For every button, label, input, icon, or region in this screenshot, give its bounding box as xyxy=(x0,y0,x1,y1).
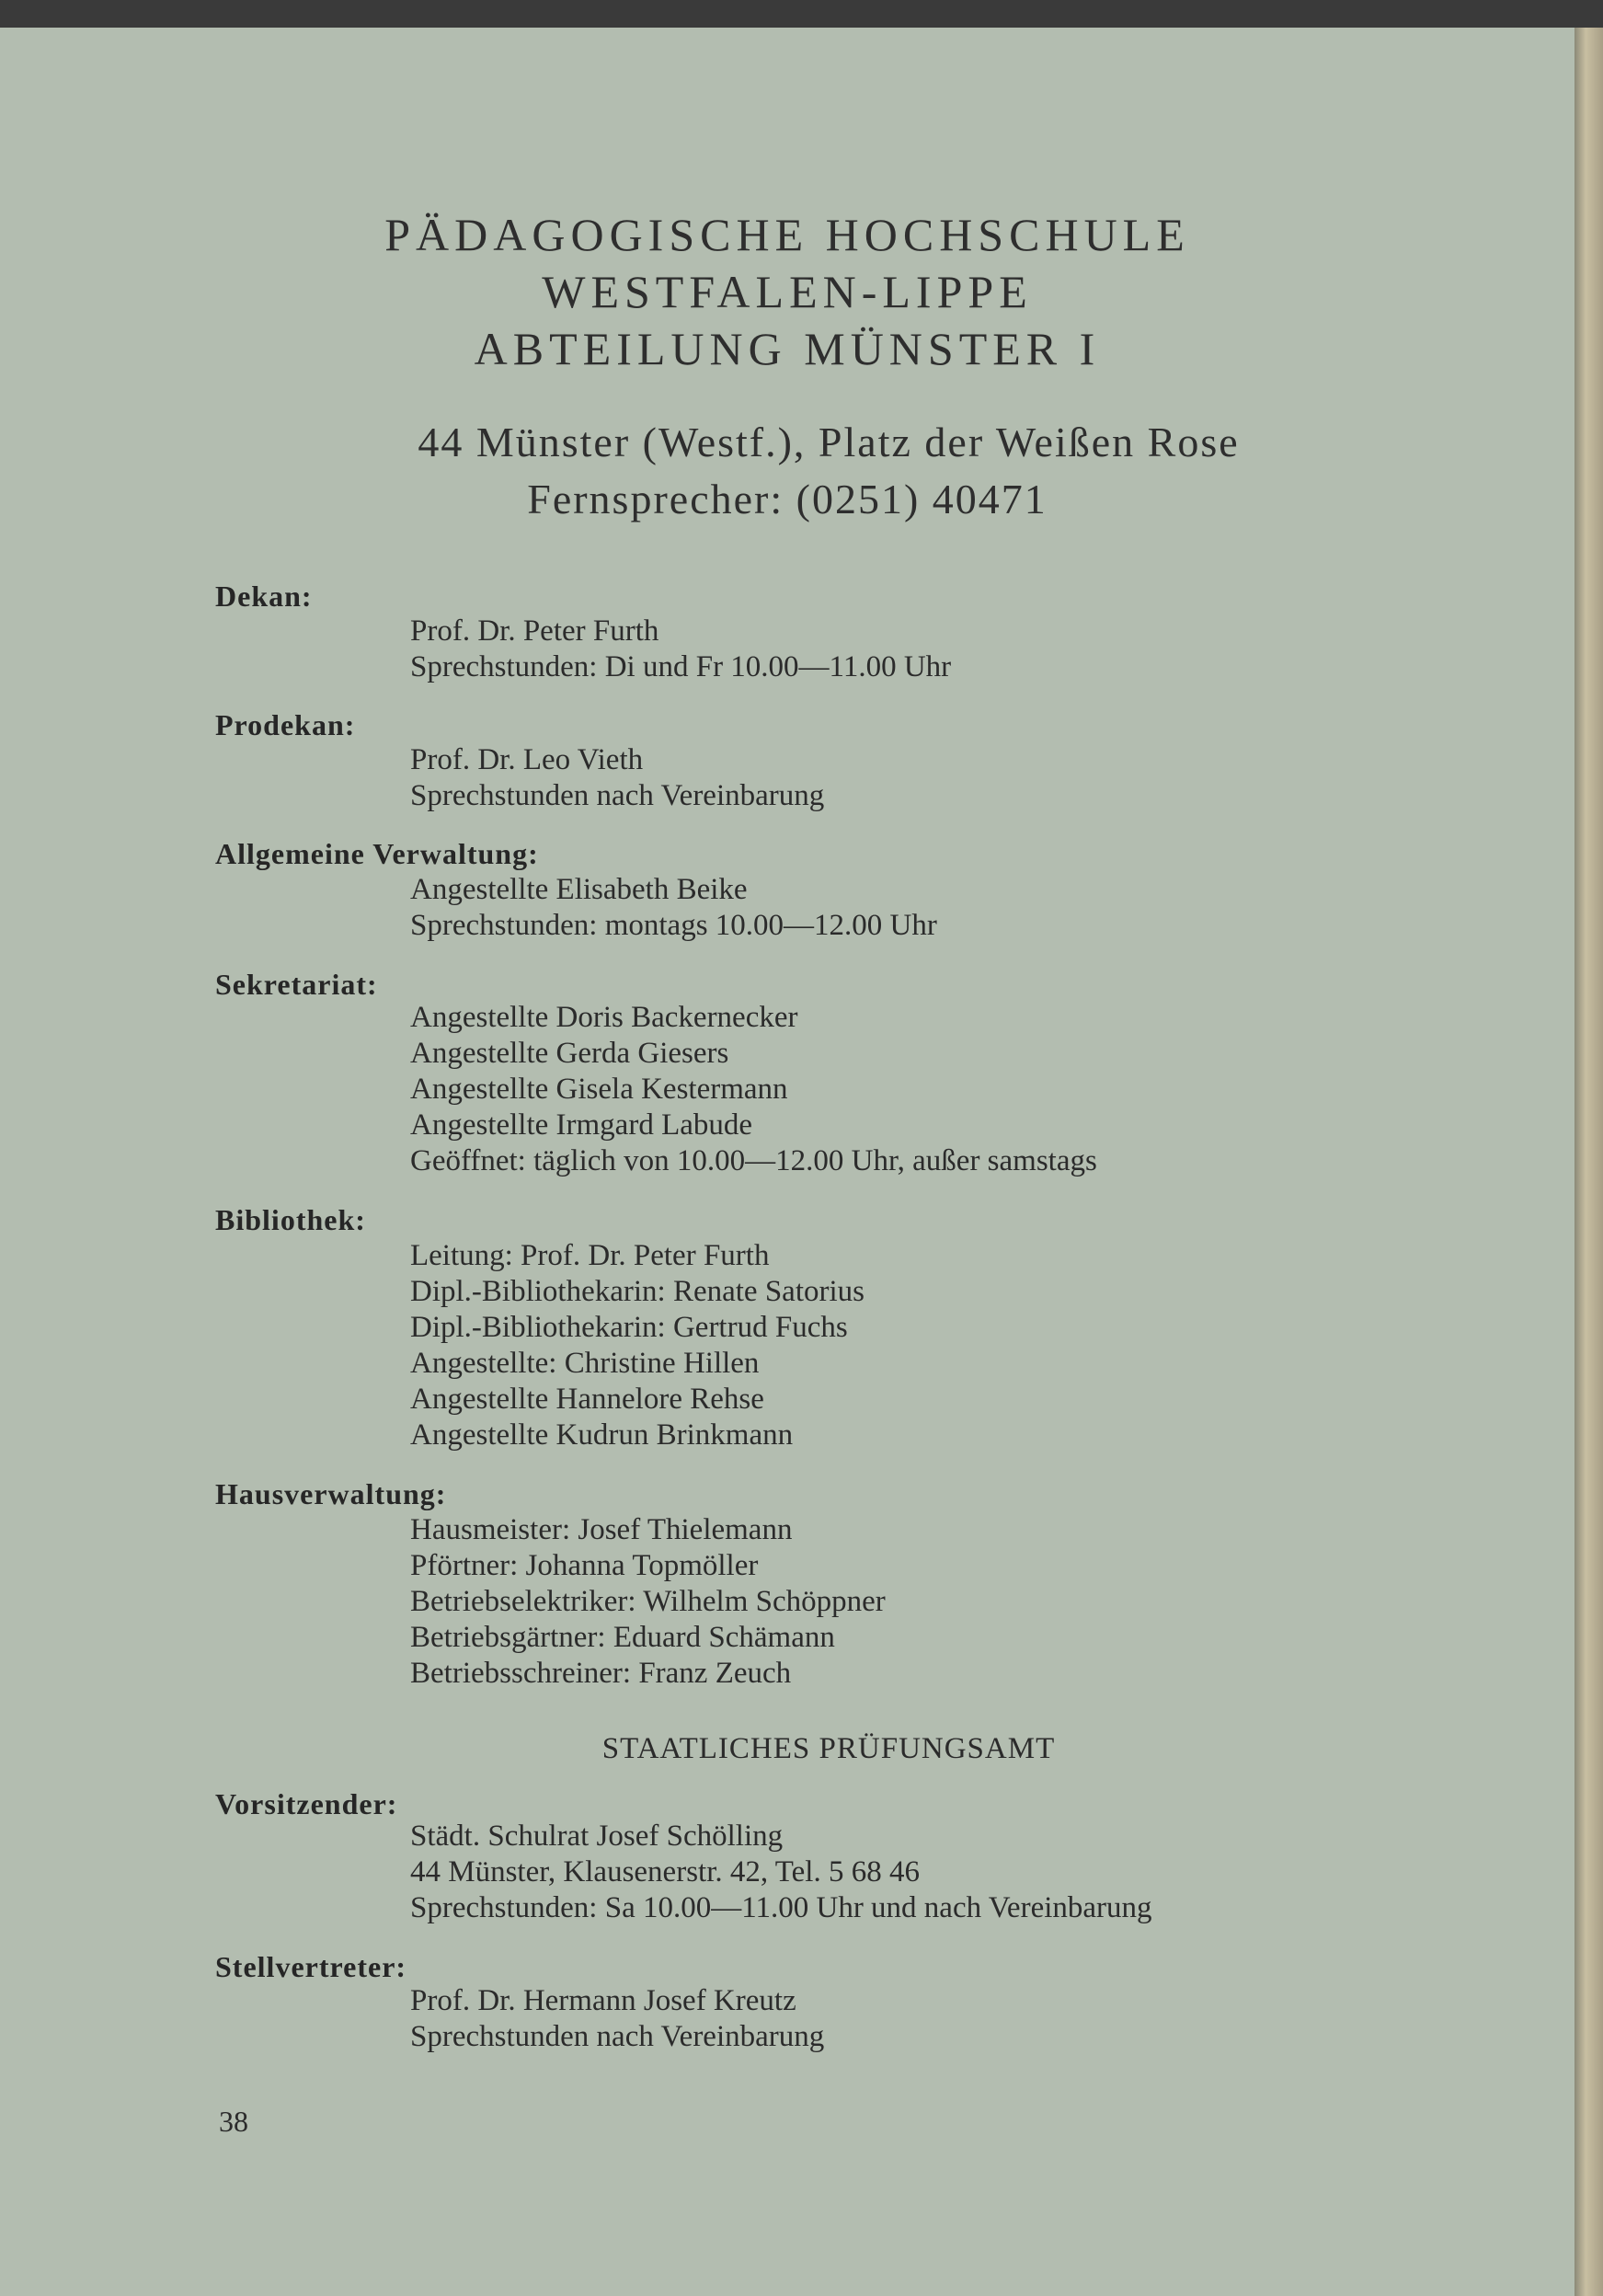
stellvertreter-line-1: Prof. Dr. Hermann Josef Kreutz xyxy=(410,1984,796,2017)
sekretariat-label: Sekretariat: xyxy=(215,968,378,1001)
address-line: 44 Münster (Westf.), Platz der Weißen Rose xyxy=(418,419,1240,465)
prodekan-label: Prodekan: xyxy=(215,708,356,741)
page-number: 38 xyxy=(219,2105,248,2138)
sekretariat-line-2: Angestellte Gerda Giesers xyxy=(410,1037,729,1070)
bibliothek-line-4: Angestellte: Christine Hillen xyxy=(410,1347,760,1380)
stellvertreter-label: Stellvertreter: xyxy=(215,1950,407,1983)
stellvertreter-line-2: Sprechstunden nach Vereinbarung xyxy=(410,2020,825,2053)
verwaltung-label: Allgemeine Verwaltung: xyxy=(215,837,539,870)
vorsitzender-line-1: Städt. Schulrat Josef Schölling xyxy=(410,1820,784,1853)
vorsitzender-line-3: Sprechstunden: Sa 10.00—11.00 Uhr und nach Vereinbarung xyxy=(410,1891,1152,1924)
hausverwaltung-line-2: Pförtner: Johanna Topmöller xyxy=(410,1549,759,1582)
title-line-2: WESTFALEN-LIPPE xyxy=(542,266,1033,317)
phone-line: Fernsprecher: (0251) 40471 xyxy=(527,476,1048,522)
dekan-line-2: Sprechstunden: Di und Fr 10.00—11.00 Uhr xyxy=(410,650,952,683)
vorsitzender-line-2: 44 Münster, Klausenerstr. 42, Tel. 5 68 46 xyxy=(410,1855,920,1888)
bibliothek-line-5: Angestellte Hannelore Rehse xyxy=(410,1383,764,1416)
dekan-label: Dekan: xyxy=(215,580,313,613)
sekretariat-line-3: Angestellte Gisela Kestermann xyxy=(410,1073,788,1106)
hausverwaltung-line-1: Hausmeister: Josef Thielemann xyxy=(410,1513,793,1546)
prodekan-line-2: Sprechstunden nach Vereinbarung xyxy=(410,779,825,812)
hausverwaltung-line-5: Betriebsschreiner: Franz Zeuch xyxy=(410,1657,792,1690)
bibliothek-line-1: Leitung: Prof. Dr. Peter Furth xyxy=(410,1239,770,1272)
dekan-line-1: Prof. Dr. Peter Furth xyxy=(410,614,659,648)
bibliothek-line-2: Dipl.-Bibliothekarin: Renate Satorius xyxy=(410,1275,865,1308)
bibliothek-label: Bibliothek: xyxy=(215,1203,366,1236)
sekretariat-line-1: Angestellte Doris Backernecker xyxy=(410,1001,798,1034)
hausverwaltung-label: Hausverwaltung: xyxy=(215,1477,447,1510)
vorsitzender-label: Vorsitzender: xyxy=(215,1787,398,1820)
hausverwaltung-line-3: Betriebselektriker: Wilhelm Schöppner xyxy=(410,1585,886,1618)
bibliothek-line-6: Angestellte Kudrun Brinkmann xyxy=(410,1418,794,1452)
bibliothek-line-3: Dipl.-Bibliothekarin: Gertrud Fuchs xyxy=(410,1311,848,1344)
verwaltung-line-2: Sprechstunden: montags 10.00—12.00 Uhr xyxy=(410,909,937,942)
sekretariat-line-5: Geöffnet: täglich von 10.00—12.00 Uhr, außer samstags xyxy=(410,1144,1097,1177)
pruefungsamt-heading: STAATLICHES PRÜFUNGSAMT xyxy=(601,1732,1056,1765)
title-line-1: PÄDAGOGISCHE HOCHSCHULE xyxy=(384,209,1190,260)
sekretariat-line-4: Angestellte Irmgard Labude xyxy=(410,1108,753,1142)
page-edge xyxy=(1574,28,1603,2296)
title-line-3: ABTEILUNG MÜNSTER I xyxy=(474,323,1101,374)
verwaltung-line-1: Angestellte Elisabeth Beike xyxy=(410,873,748,906)
hausverwaltung-line-4: Betriebsgärtner: Eduard Schämann xyxy=(410,1621,835,1654)
prodekan-line-1: Prof. Dr. Leo Vieth xyxy=(410,743,644,776)
